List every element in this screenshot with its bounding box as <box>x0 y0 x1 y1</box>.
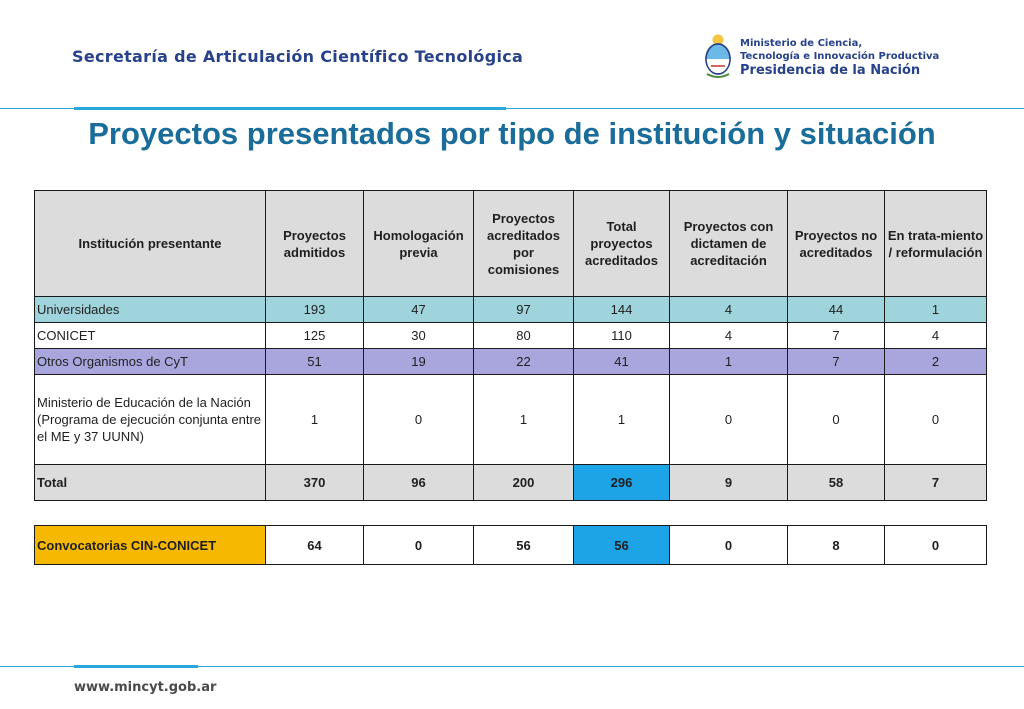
institution-cell: Universidades <box>35 297 266 323</box>
table-cell: 97 <box>474 297 574 323</box>
institution-cell: CONICET <box>35 323 266 349</box>
table-row <box>35 323 987 349</box>
column-header: Homologación previa <box>364 191 474 297</box>
convocatorias-label: Convocatorias CIN-CONICET <box>35 526 266 565</box>
table-cell: 370 <box>266 465 364 501</box>
table-header-row <box>35 191 987 297</box>
secretaria-title: Secretaría de Articulación Científico Tecnológica <box>72 47 524 66</box>
ministry-name-line2: Tecnología e Innovación Productiva <box>740 51 940 62</box>
header-divider-accent <box>74 107 506 110</box>
table-cell: 58 <box>788 465 885 501</box>
column-header: Proyectos admitidos <box>266 191 364 297</box>
table-cell: 47 <box>364 297 474 323</box>
highlighted-total-cell: 296 <box>574 465 670 501</box>
table-cell: 1 <box>266 375 364 465</box>
table-total-row <box>35 465 987 501</box>
projects-table <box>34 190 987 501</box>
table-cell: 4 <box>670 323 788 349</box>
table-cell: 0 <box>885 526 987 565</box>
ministry-presidencia: Presidencia de la Nación <box>740 63 921 78</box>
ministry-name-line1: Ministerio de Ciencia, <box>740 38 863 49</box>
convocatorias-table <box>34 525 987 565</box>
table-cell: 4 <box>670 297 788 323</box>
page-title: Proyectos presentados por tipo de institución y situación <box>88 116 936 151</box>
table-cell: 110 <box>574 323 670 349</box>
table-cell: 1 <box>474 375 574 465</box>
table-cell: 56 <box>474 526 574 565</box>
column-header: Institución presentante <box>35 191 266 297</box>
table-cell: 144 <box>574 297 670 323</box>
institution-cell: Otros Organismos de CyT <box>35 349 266 375</box>
table-cell: 30 <box>364 323 474 349</box>
table-cell: 64 <box>266 526 364 565</box>
table-cell: 4 <box>885 323 987 349</box>
table-row <box>35 349 987 375</box>
table-cell: 2 <box>885 349 987 375</box>
column-header: Total proyectos acreditados <box>574 191 670 297</box>
table-cell: 19 <box>364 349 474 375</box>
table-cell: 9 <box>670 465 788 501</box>
table-cell: 96 <box>364 465 474 501</box>
table-cell: 1 <box>670 349 788 375</box>
table-cell: 0 <box>670 526 788 565</box>
coat-of-arms-icon <box>702 33 734 79</box>
table-cell: 0 <box>364 375 474 465</box>
column-header: Proyectos con dictamen de acreditación <box>670 191 788 297</box>
table-cell: 0 <box>364 526 474 565</box>
table-cell: 0 <box>885 375 987 465</box>
table-cell: 1 <box>885 297 987 323</box>
table-row <box>35 526 987 565</box>
column-header: Proyectos acreditados por comisiones <box>474 191 574 297</box>
table-cell: 51 <box>266 349 364 375</box>
highlighted-total-cell: 56 <box>574 526 670 565</box>
table-cell: 41 <box>574 349 670 375</box>
table-row <box>35 297 987 323</box>
table-cell: 1 <box>574 375 670 465</box>
table-cell: 44 <box>788 297 885 323</box>
table-row <box>35 375 987 465</box>
table-cell: 0 <box>788 375 885 465</box>
table-cell: 7 <box>788 323 885 349</box>
column-header: En trata-miento / reformulación <box>885 191 987 297</box>
footer-divider-accent <box>74 665 198 668</box>
table-cell: 200 <box>474 465 574 501</box>
table-cell: 7 <box>885 465 987 501</box>
table-cell: 7 <box>788 349 885 375</box>
total-label: Total <box>35 465 266 501</box>
footer-url: www.mincyt.gob.ar <box>74 680 217 695</box>
table-cell: 0 <box>670 375 788 465</box>
table-cell: 8 <box>788 526 885 565</box>
table-cell: 80 <box>474 323 574 349</box>
table-cell: 22 <box>474 349 574 375</box>
table-cell: 125 <box>266 323 364 349</box>
column-header: Proyectos no acreditados <box>788 191 885 297</box>
table-cell: 193 <box>266 297 364 323</box>
institution-cell: Ministerio de Educación de la Nación (Programa de ejecución conjunta entre el ME y 37 UUNN) <box>35 375 266 465</box>
